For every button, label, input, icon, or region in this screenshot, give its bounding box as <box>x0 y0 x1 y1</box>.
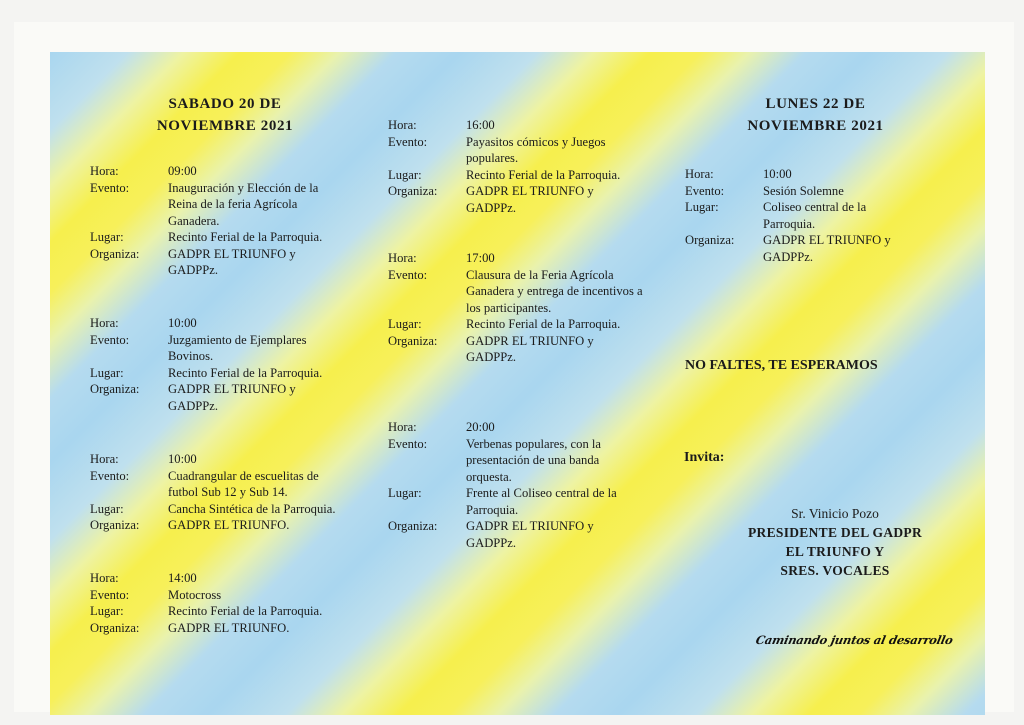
slogan-text: Caminando juntos al desarrollo <box>754 633 955 647</box>
row-organiza: Organiza: GADPR EL TRIUNFO. <box>90 620 290 635</box>
signer-name: Sr. Vinicio Pozo <box>791 506 879 521</box>
row-lugar: Lugar: Recinto Ferial de la Parroquia. <box>90 365 323 380</box>
row-organiza: Organiza: GADPR EL TRIUNFO y GADPPz. <box>388 519 594 550</box>
row-organiza: Organiza: GADPR EL TRIUNFO y GADPPz. <box>388 184 594 215</box>
middle-event-3 <box>388 419 646 551</box>
row-lugar: Lugar: Recinto Ferial de la Parroquia. <box>90 230 323 244</box>
left-day-heading <box>95 93 355 137</box>
row-lugar: Lugar: Coliseo central de la Parroquia. <box>685 200 867 231</box>
no-faltes-message: NO FALTES, TE ESPERAMOS <box>685 358 878 373</box>
row-lugar: Lugar: Frente al Coliseo central de la Parroquia. <box>388 486 617 517</box>
row-hora: Hora: 10:00 <box>685 167 792 181</box>
row-hora: Hora: 10:00 <box>90 316 197 330</box>
left-heading-line2: NOVIEMBRE 2021 <box>156 118 294 134</box>
middle-event-1 <box>388 117 646 216</box>
row-evento: Evento: Cuadrangular de escuelitas de futbol Sub 12 y Sub 14. <box>90 468 319 499</box>
row-evento: Evento: Motocross <box>90 587 222 602</box>
row-hora: Hora: 20:00 <box>388 420 495 434</box>
row-organiza: Organiza: GADPR EL TRIUNFO y GADPPz. <box>388 333 594 364</box>
row-organiza: Organiza: GADPR EL TRIUNFO y GADPPz. <box>90 382 296 413</box>
right-event <box>685 166 913 265</box>
left-event-3 <box>90 451 344 534</box>
right-heading-line2: NOVIEMBRE 2021 <box>747 118 884 134</box>
left-event-1 <box>90 163 344 279</box>
row-hora: Hora: 14:00 <box>90 571 197 585</box>
row-lugar: Lugar: Cancha Sintética de la Parroquia. <box>90 501 336 516</box>
row-evento: Evento: Clausura de la Feria Agrícola Ganadera y entrega de incentivos a los participantes. <box>388 267 643 315</box>
row-evento: Evento: Inauguración y Elección de la Reina de la feria Agrícola Ganadera. <box>90 180 319 228</box>
signer-title-2: EL TRIUNFO Y <box>785 544 885 559</box>
row-lugar: Lugar: Recinto Ferial de la Parroquia. <box>90 604 323 618</box>
middle-event-2 <box>388 250 646 366</box>
row-organiza: Organiza: GADPR EL TRIUNFO y GADPPz. <box>685 233 891 264</box>
row-evento: Evento: Payasitos cómicos y Juegos populares. <box>388 134 606 165</box>
right-heading-line1: LUNES 22 DE <box>765 96 866 112</box>
row-evento: Evento: Juzgamiento de Ejemplares Bovinos. <box>90 332 307 363</box>
left-heading-line1: SABADO 20 DE <box>168 96 282 112</box>
left-event-2 <box>90 315 344 414</box>
signer-title-3: SRES. VOCALES <box>780 563 890 578</box>
row-evento: Evento: Sesión Solemne <box>685 183 844 198</box>
signer-block <box>725 504 945 580</box>
row-organiza: Organiza: GADPR EL TRIUNFO y GADPPz. <box>90 246 296 277</box>
right-day-heading <box>683 93 948 137</box>
row-organiza: Organiza: GADPR EL TRIUNFO. <box>90 518 290 532</box>
signer-title-1: PRESIDENTE DEL GADPR <box>747 525 923 540</box>
row-lugar: Lugar: Recinto Ferial de la Parroquia. <box>388 167 621 182</box>
row-hora: Hora: 09:00 <box>90 164 197 178</box>
row-lugar: Lugar: Recinto Ferial de la Parroquia. <box>388 317 621 331</box>
row-hora: Hora: 10:00 <box>90 452 197 466</box>
invita-label: Invita: <box>684 450 725 465</box>
row-hora: Hora: 16:00 <box>388 118 495 132</box>
row-hora: Hora: 17:00 <box>388 251 495 265</box>
left-event-4 <box>90 570 344 636</box>
row-evento: Evento: Verbenas populares, con la presentación de una banda orquesta. <box>388 436 601 484</box>
